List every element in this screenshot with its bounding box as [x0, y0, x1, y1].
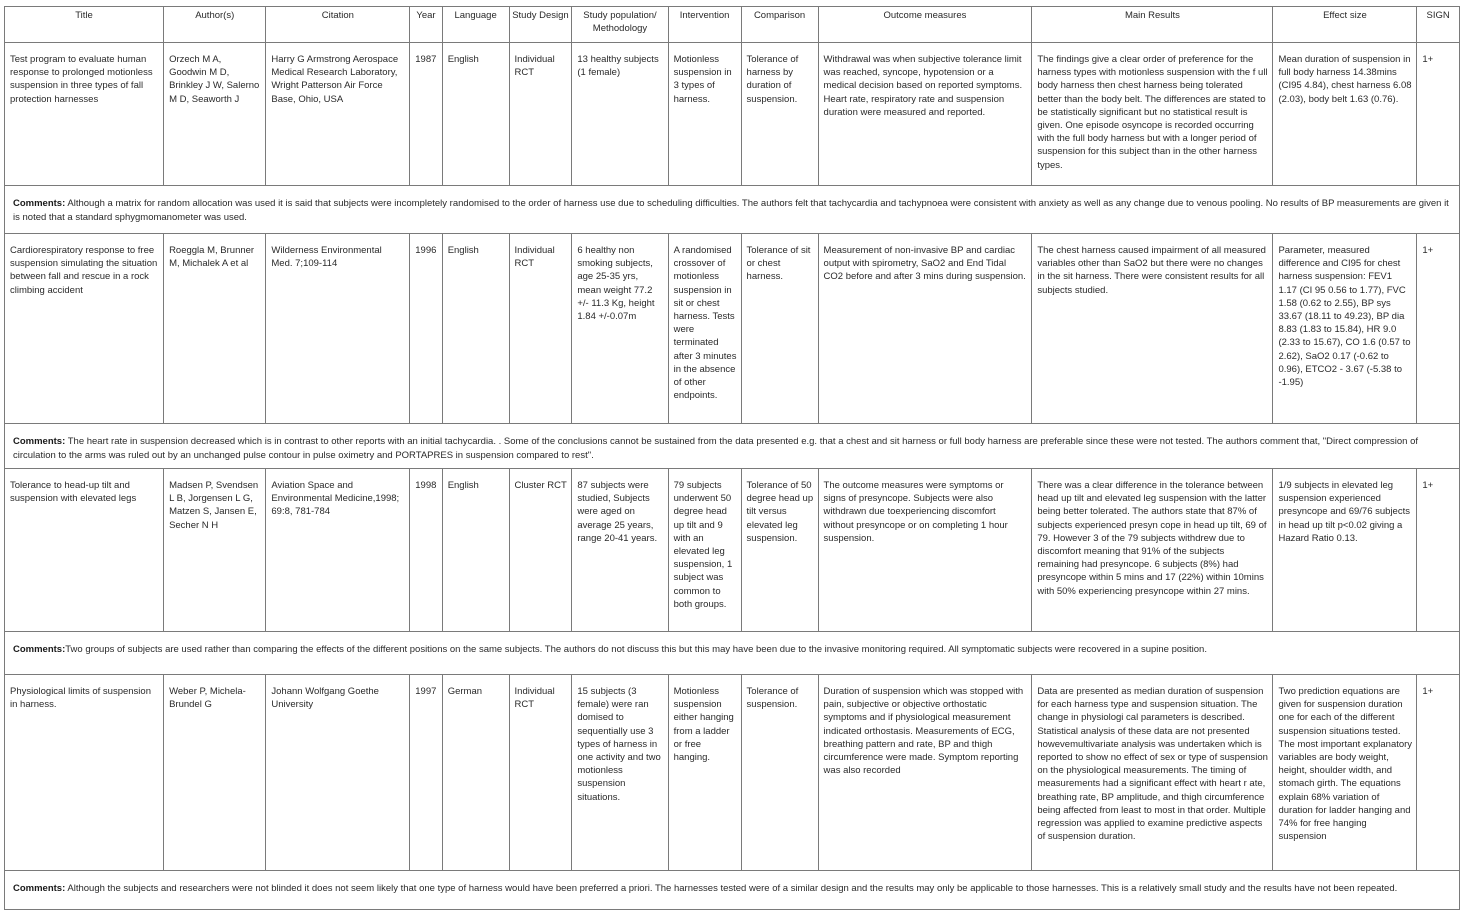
table-row: [5, 234, 1460, 424]
comment-row: [5, 424, 1460, 469]
comment-label: Comments:: [13, 883, 66, 894]
cell-comparison: Tolerance of sit or chest harness.: [741, 234, 818, 424]
header-study-design: Study Design: [509, 7, 572, 43]
comment-label: Comments:: [13, 644, 66, 655]
header-outcome: Outcome measures: [818, 7, 1032, 43]
cell-title: Tolerance to head-up tilt and suspension with elevated legs: [5, 469, 164, 632]
cell-outcome: Withdrawal was when subjective tolerance limit was reached, syncope, hypotension or a medical decision based on reported symptoms. Heart rate, respiratory rate and suspension duration were measured and reported.: [818, 43, 1032, 186]
cell-outcome: The outcome measures were symptoms or signs of presyncope. Subjects were also withdrawn due toexperiencing discomfort without presyncope or on completing 1 hour suspension.: [818, 469, 1032, 632]
comment-label: Comments:: [13, 198, 66, 209]
cell-title: Physiological limits of suspension in harness.: [5, 675, 164, 871]
cell-year: 1997: [410, 675, 442, 871]
header-results: Main Results: [1032, 7, 1273, 43]
comment-cell: [5, 424, 1460, 469]
cell-effect-size: 1/9 subjects in elevated leg suspension experienced presyncope and 69/76 subjects in head up tilt p<0.02 giving a Hazard Ratio 0.13.: [1273, 469, 1417, 632]
header-comparison: Comparison: [741, 7, 818, 43]
cell-comparison: Tolerance of harness by duration of suspension.: [741, 43, 818, 186]
table-row: [5, 675, 1460, 871]
cell-intervention: Motionless suspension either hanging from a ladder or free hanging.: [668, 675, 741, 871]
comment-cell: [5, 632, 1460, 675]
cell-comparison: Tolerance of suspension.: [741, 675, 818, 871]
cell-results: There was a clear difference in the tolerance between head up tilt and elevated leg suspension with the latter being better tolerated. The authors state that 87% of subjects experienced presyn cope in head up tilt, 69 of 79. However 3 of the 79 subjects withdrew due to discomfort meaning that 91% of the subjects remaining had presyncope. 6 subjects (8%) had presyncope within 5 mins and 17 (22%) within 10mins with 50% experiencing presyncope within 27 mins.: [1032, 469, 1273, 632]
comment-cell: [5, 186, 1460, 234]
cell-outcome: Duration of suspension which was stopped with pain, subjective or objective orthostatic symptoms and if physiological measurement indicated orthostasis. Measurements of ECG, breathing pattern and rate, BP and thigh circumference were made. Symptom reporting was also recorded: [818, 675, 1032, 871]
cell-intervention: Motionless suspension in 3 types of harness.: [668, 43, 741, 186]
cell-year: 1987: [410, 43, 442, 186]
cell-effect-size: Two prediction equations are given for suspension duration one for each of the different suspension situations tested. The most important explanatory variables are body weight, height, shoulder width, and stomach girth. The equations explain 68% variation of duration for ladder hanging and 74% for free hanging suspension: [1273, 675, 1417, 871]
cell-results: The findings give a clear order of preference for the harness types with motionless suspension with the f ull body harness then chest harness being tolerated better than the body belt. The differences are stated to be statistically significant but no statistical result is given. One episode osyncope is recorded occurring with the full body harness but with a longer period of suspension for this subject than in the other harness types.: [1032, 43, 1273, 186]
cell-sign: 1+: [1417, 43, 1460, 186]
comment-row: [5, 186, 1460, 234]
comment-text: The heart rate in suspension decreased which is in contrast to other reports with an initial tachycardia. . Some of the conclusions cannot be sustained from the data presented e.g. that a chest and sit harness or full body harness are preferable since these were not tested. The authors comment that, "Direct compression of circulation to the arms was ruled out by an unchanged pulse contour in pulse oximetry and PORTAPRES in suspension compared to rest".: [13, 436, 1419, 461]
cell-authors: Madsen P, Svendsen L B, Jorgensen L G, Matzen S, Jansen E, Secher N H: [164, 469, 266, 632]
cell-outcome: Measurement of non-invasive BP and cardiac output with spirometry, SaO2 and End Tidal CO2 before and after 3 mins during suspension.: [818, 234, 1032, 424]
comment-text: Two groups of subjects are used rather than comparing the effects of the different positions on the same subjects. The authors do not discuss this but this may have been due to the invasive monitoring required. All symptomatic subjects were recovered in a supine position.: [65, 644, 1207, 655]
cell-study-design: Individual RCT: [509, 43, 572, 186]
cell-citation: Harry G Armstrong Aerospace Medical Research Laboratory, Wright Patterson Air Force Base, Ohio, USA: [266, 43, 410, 186]
comment-label: Comments:: [13, 436, 66, 447]
cell-language: English: [442, 234, 509, 424]
cell-language: German: [442, 675, 509, 871]
cell-intervention: A randomised crossover of motionless suspension in sit or chest harness. Tests were terminated after 3 minutes in the absence of other endpoints.: [668, 234, 741, 424]
cell-sign: 1+: [1417, 675, 1460, 871]
table-row: [5, 43, 1460, 186]
cell-study-design: Individual RCT: [509, 234, 572, 424]
comment-text: Although the subjects and researchers were not blinded it does not seem likely that one type of harness would have been preferred a priori. The harnesses tested were of a similar design and the results may only be applicable to those harnesses. This is a relatively small study and the results have not been repeated.: [65, 883, 1398, 894]
header-sign: SIGN: [1417, 7, 1460, 43]
cell-results: The chest harness caused impairment of all measured variables other than SaO2 but there were no changes in the sit harness. There were consistent results for all subjects studied.: [1032, 234, 1273, 424]
cell-citation: Wilderness Environmental Med. 7;109-114: [266, 234, 410, 424]
cell-sign: 1+: [1417, 469, 1460, 632]
cell-comparison: Tolerance of 50 degree head up tilt versus elevated leg suspension.: [741, 469, 818, 632]
evidence-table: [4, 6, 1460, 910]
cell-title: Cardiorespiratory response to free suspension simulating the situation between fall and rescue in a rock climbing accident: [5, 234, 164, 424]
comment-text: Although a matrix for random allocation was used it is said that subjects were incompletely randomised to the order of harness use due to scheduling difficulties. The authors felt that tachycardia and tachypnoea were consistent with anxiety as well as any change due to venous pooling. No results of BP measurements are given it is noted that a standard sphygmomanometer was used.: [13, 198, 1449, 223]
cell-language: English: [442, 43, 509, 186]
cell-citation: Aviation Space and Environmental Medicine,1998; 69:8, 781-784: [266, 469, 410, 632]
cell-language: English: [442, 469, 509, 632]
header-language: Language: [442, 7, 509, 43]
cell-effect-size: Mean duration of suspension in full body harness 14.38mins (CI95 4.84), chest harness 6.08 (2.03), body belt 1.63 (0.76).: [1273, 43, 1417, 186]
cell-results: Data are presented as median duration of suspension for each harness type and suspension situation. The change in physiologi cal parameters is described. Statistical analysis of these data are not presented howevemultivariate analysis was undertaken which is reported to show no effect of sex or type of suspension on the physiological measurements. The timing of measurements had a significant effect with heart r ate, breathing rate, BP amplitude, and thigh circumference being affected from least to most in that order. Multiple regression was applied to examine predictive aspects of suspension duration.: [1032, 675, 1273, 871]
cell-sign: 1+: [1417, 234, 1460, 424]
cell-intervention: 79 subjects underwent 50 degree head up tilt and 9 with an elevated leg suspension, 1 subject was common to both groups.: [668, 469, 741, 632]
header-population: Study population/ Methodology: [572, 7, 668, 43]
comment-cell: [5, 871, 1460, 910]
comment-row: [5, 632, 1460, 675]
cell-citation: Johann Wolfgang Goethe University: [266, 675, 410, 871]
cell-effect-size: Parameter, measured difference and CI95 for chest harness suspension: FEV1 1.17 (CI 95 0.56 to 1.77), FVC 1.58 (0.62 to 2.55), BP sys 33.67 (18.11 to 49.23), BP dia 8.83 (1.83 to 15.84), HR 9.0 (2.33 to 15.67), CO 1.6 (0.57 to 2.62), SaO2 0.17 (-0.62 to 0.96), ETCO2 - 3.67 (-5.38 to -1.95): [1273, 234, 1417, 424]
header-intervention: Intervention: [668, 7, 741, 43]
cell-authors: Orzech M A, Goodwin M D, Brinkley J W, Salerno M D, Seaworth J: [164, 43, 266, 186]
header-effect-size: Effect size: [1273, 7, 1417, 43]
cell-authors: Roeggla M, Brunner M, Michalek A et al: [164, 234, 266, 424]
cell-authors: Weber P, Michela-Brundel G: [164, 675, 266, 871]
cell-population: 6 healthy non smoking subjects, age 25-35 yrs, mean weight 77.2 +/- 11.3 Kg, height 1.84 +/-0.07m: [572, 234, 668, 424]
cell-year: 1998: [410, 469, 442, 632]
comment-row: [5, 871, 1460, 910]
cell-population: 15 subjects (3 female) were ran domised to sequentially use 3 types of harness in one activity and two motionless suspension situations.: [572, 675, 668, 871]
cell-study-design: Cluster RCT: [509, 469, 572, 632]
header-citation: Citation: [266, 7, 410, 43]
table-row: [5, 469, 1460, 632]
cell-population: 13 healthy subjects (1 female): [572, 43, 668, 186]
header-year: Year: [410, 7, 442, 43]
cell-population: 87 subjects were studied, Subjects were aged on average 25 years, range 20-41 years.: [572, 469, 668, 632]
cell-title: Test program to evaluate human response to prolonged motionless suspension in three types of fall protection harnesses: [5, 43, 164, 186]
header-title: Title: [5, 7, 164, 43]
cell-study-design: Individual RCT: [509, 675, 572, 871]
cell-year: 1996: [410, 234, 442, 424]
table-header-row: [5, 7, 1460, 43]
header-authors: Author(s): [164, 7, 266, 43]
